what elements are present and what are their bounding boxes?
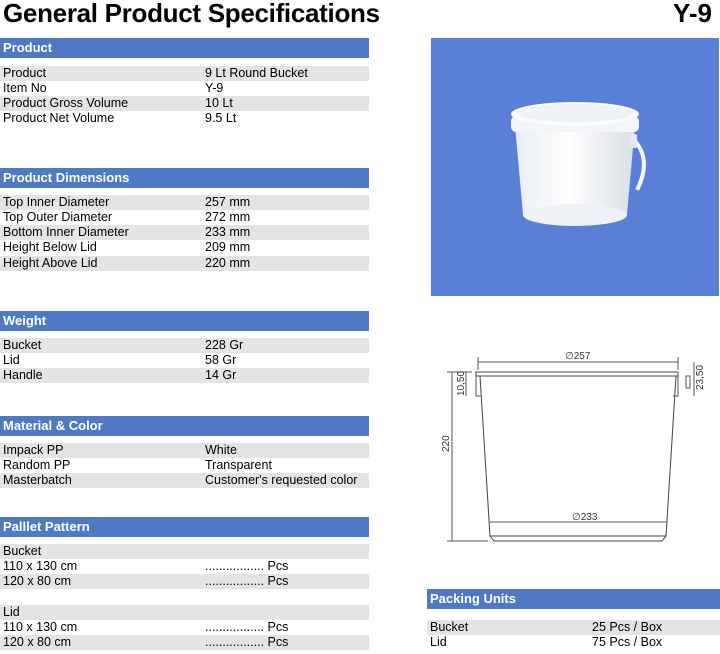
spec-row bbox=[0, 368, 369, 383]
spec-value: ................. Pcs bbox=[205, 559, 289, 573]
drawing-label-top-diameter: ∅257 bbox=[565, 351, 591, 362]
spec-label: Bucket bbox=[3, 338, 42, 352]
spec-value: ................. Pcs bbox=[205, 635, 289, 649]
product-photo bbox=[431, 38, 719, 296]
spec-value: Customer's requested color bbox=[205, 473, 358, 487]
section-dimensions-heading: Product Dimensions bbox=[0, 168, 369, 188]
spec-value: 14 Gr bbox=[205, 368, 237, 382]
spec-row bbox=[0, 81, 369, 96]
spec-row bbox=[0, 620, 369, 635]
spec-label: Lid bbox=[3, 605, 20, 619]
drawing-label-lid-right: 23,50 bbox=[695, 364, 706, 390]
spec-label: Random PP bbox=[3, 458, 71, 472]
drawing-label-bottom-diameter: ∅233 bbox=[572, 512, 598, 523]
packing-row bbox=[427, 620, 720, 635]
section-packing-heading: Packing Units bbox=[427, 589, 720, 609]
spec-row bbox=[0, 256, 369, 271]
spec-label: Bottom Inner Diameter bbox=[3, 225, 129, 239]
spec-label: 120 x 80 cm bbox=[3, 574, 72, 588]
packing-label: Lid bbox=[430, 635, 447, 649]
pallet-group-label bbox=[0, 605, 369, 620]
page-title: General Product Specifications bbox=[3, 0, 380, 28]
spec-row bbox=[0, 443, 369, 458]
spec-value: 209 mm bbox=[205, 240, 251, 254]
packing-row bbox=[427, 635, 720, 650]
spec-value: 228 Gr bbox=[205, 338, 244, 352]
spec-row bbox=[0, 458, 369, 473]
spec-label: Masterbatch bbox=[3, 473, 72, 487]
spec-value: 272 mm bbox=[205, 210, 251, 224]
spec-value: 9 Lt Round Bucket bbox=[205, 66, 308, 80]
drawing-label-height: 220 bbox=[441, 435, 452, 452]
spec-value: White bbox=[205, 443, 237, 457]
spec-row bbox=[0, 210, 369, 225]
spec-label: Item No bbox=[3, 81, 47, 95]
packing-value: 75 Pcs / Box bbox=[592, 635, 663, 649]
spec-value: 58 Gr bbox=[205, 353, 237, 367]
spec-value: Transparent bbox=[205, 458, 272, 472]
spec-row bbox=[0, 473, 369, 488]
spec-label: 120 x 80 cm bbox=[3, 635, 72, 649]
product-code: Y-9 bbox=[672, 0, 712, 28]
spec-row bbox=[0, 195, 369, 210]
bucket-photo-illustration bbox=[431, 38, 719, 296]
spec-row bbox=[0, 559, 369, 574]
section-material-heading: Material & Color bbox=[0, 416, 369, 436]
drawing-label-lid-left: 10,50 bbox=[456, 370, 467, 396]
spec-label: Product Net Volume bbox=[3, 111, 115, 125]
section-pallet-heading: Palllet Pattern bbox=[0, 517, 369, 537]
spec-row bbox=[0, 225, 369, 240]
spec-label: Height Above Lid bbox=[3, 256, 98, 270]
spec-row bbox=[0, 574, 369, 589]
spec-row bbox=[0, 111, 369, 126]
spec-value: 10 Lt bbox=[205, 96, 233, 110]
spec-row bbox=[0, 66, 369, 81]
packing-label: Bucket bbox=[430, 620, 469, 634]
spec-value: ................. Pcs bbox=[205, 574, 289, 588]
pallet-group-label bbox=[0, 544, 369, 559]
spec-label: Bucket bbox=[3, 544, 42, 558]
section-product-heading: Product bbox=[0, 38, 369, 58]
spec-value: ................. Pcs bbox=[205, 620, 289, 634]
bucket-section-drawing bbox=[432, 340, 720, 560]
spec-value: 220 mm bbox=[205, 256, 251, 270]
technical-drawing bbox=[432, 340, 720, 560]
spec-label: 110 x 130 cm bbox=[3, 559, 78, 573]
spec-label: Height Below Lid bbox=[3, 240, 97, 254]
spec-row bbox=[0, 353, 369, 368]
spec-label: Top Outer Diameter bbox=[3, 210, 113, 224]
spec-label: Handle bbox=[3, 368, 43, 382]
spec-row bbox=[0, 240, 369, 255]
spec-row bbox=[0, 96, 369, 111]
spec-row bbox=[0, 338, 369, 353]
spec-label: Product Gross Volume bbox=[3, 96, 129, 110]
spec-label: Top Inner Diameter bbox=[3, 195, 110, 209]
spec-value: Y-9 bbox=[205, 81, 224, 95]
spec-label: Product bbox=[3, 66, 47, 80]
spec-value: 257 mm bbox=[205, 195, 251, 209]
section-weight-heading: Weight bbox=[0, 311, 369, 331]
packing-value: 25 Pcs / Box bbox=[592, 620, 663, 634]
spec-label: Impack PP bbox=[3, 443, 64, 457]
spec-label: Lid bbox=[3, 353, 20, 367]
spec-label: 110 x 130 cm bbox=[3, 620, 78, 634]
spec-row bbox=[0, 635, 369, 650]
spec-value: 233 mm bbox=[205, 225, 251, 239]
spec-value: 9.5 Lt bbox=[205, 111, 237, 125]
